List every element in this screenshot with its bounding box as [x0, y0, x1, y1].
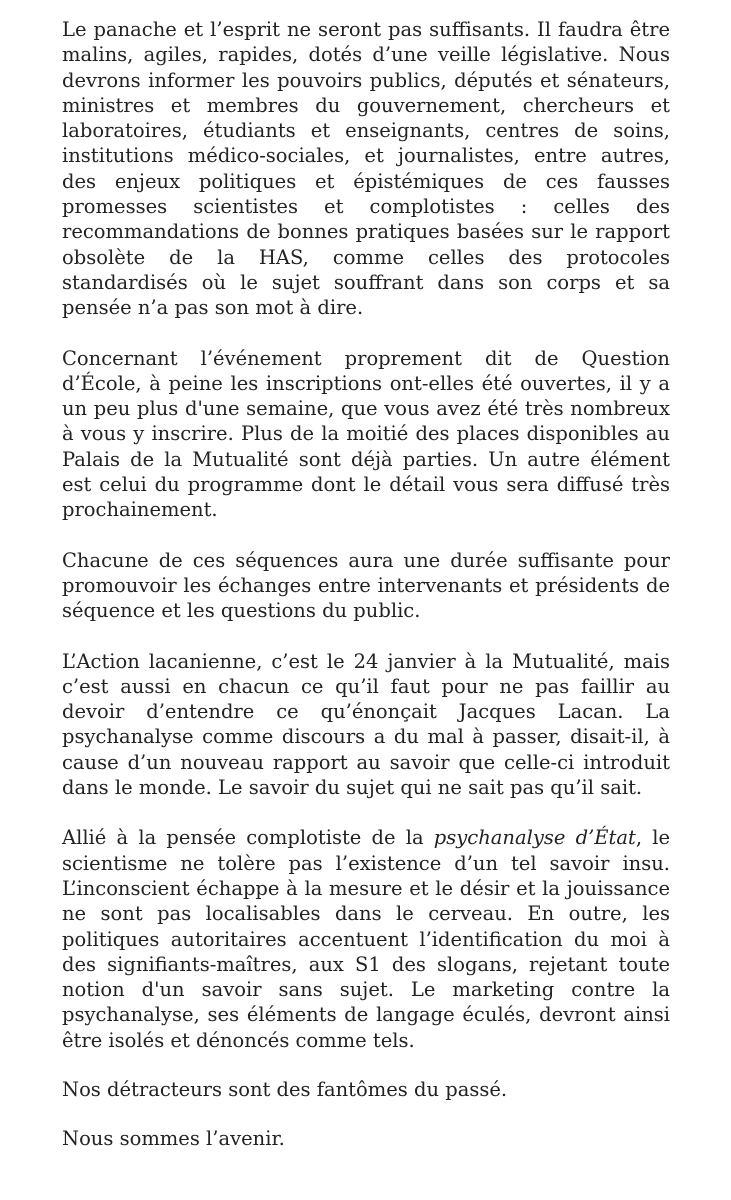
paragraph-4: L’Action lacanienne, c’est le 24 janvier à la Mutualité, mais c’est aussi en chacun ce qu’il faut pour ne pas faillir au devoir d’entendre ce qu’énonçait Jacques Lacan. La psychanalyse comme discours a du mal à passer, disait-il, à cause d’un nouveau rapport au savoir que celle-ci introduit dans le monde. Le savoir du sujet qui ne sait pas qu’il sait.	[62, 649, 670, 800]
paragraph-7: Nous sommes l’avenir.	[62, 1127, 285, 1151]
paragraph-5	[62, 825, 670, 1053]
paragraph-2: Concernant l’événement proprement dit de Question d’École, à peine les inscriptions ont-elles été ouvertes, il y a un peu plus d'une semaine, que vous avez été très nombreux à vous y inscrire. Plus de la moitié des places disponibles au Palais de la Mutualité sont déjà parties. Un autre élément est celui du programme dont le détail vous sera diffusé très prochainement.	[62, 346, 670, 522]
paragraph-6: Nos détracteurs sont des fantômes du passé.	[62, 1077, 508, 1101]
paragraph-3: Chacune de ces séquences aura une durée suffisante pour promouvoir les échanges entre intervenants et présidents de séquence et les questions du public.	[62, 548, 670, 623]
paragraph-5-italic-title: psychanalyse d’État	[433, 826, 636, 850]
paragraph-1: Le panache et l’esprit ne seront pas suffisants. Il faudra être malins, agiles, rapides, dotés d’une veille législative. Nous devrons informer les pouvoirs publics, députés et sénateurs, ministres et membres du gouvernement, chercheurs et laboratoires, étudiants et enseignants, centres de soins, institutions médico-sociales, et journalistes, entre autres, des enjeux politiques et épistémiques de ces fausses promesses scientistes et complotistes : celles des recommandations de bonnes pratiques basées sur le rapport obsolète de la HAS, comme celles des protocoles standardisés où le sujet souffrant dans son corps et sa pensée n’a pas son mot à dire.	[62, 18, 670, 320]
paragraph-5-after: , le scientisme ne tolère pas l’existence d’un tel savoir insu. L’inconscient échappe à la mesure et le désir et la jouissance ne sont pas localisables dans le cerveau. En outre, les politiques autoritaires accentuent l’identification du moi à des signifiants-maîtres, aux S1 des slogans, rejetant toute notion d'un savoir sans sujet. Le marketing contre la psychanalyse, ses éléments de langage éculés, devront ainsi être isolés et dénoncés comme tels.	[62, 826, 670, 1052]
document-body	[62, 0, 670, 1152]
paragraph-5-before: Allié à la pensée complotiste de la	[62, 826, 434, 850]
